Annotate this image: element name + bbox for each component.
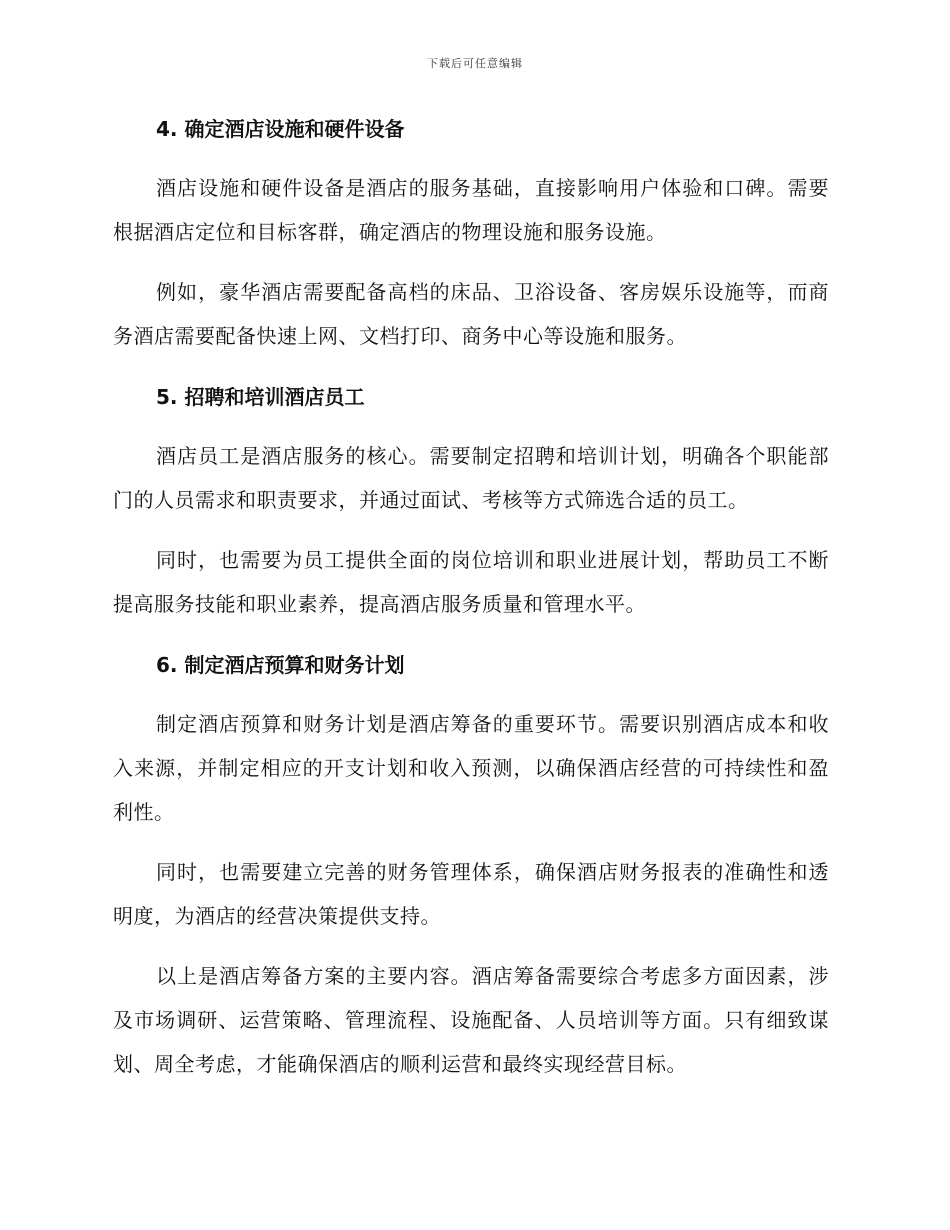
conclusion-paragraph: 以上是酒店筹备方案的主要内容。酒店筹备需要综合考虑多方面因素，涉及市场调研、运营策略、管理流程、设施配备、人员培训等方面。只有细致谋划、周全考虑，才能确保酒店的顺利运营和最终实现经营目标。 [113, 964, 829, 1076]
section-heading-4: 4. 确定酒店设施和硬件设备 [156, 117, 405, 141]
paragraph-4-1: 酒店设施和硬件设备是酒店的服务基础，直接影响用户体验和口碑。需要根据酒店定位和目标客群，确定酒店的物理设施和服务设施。 [113, 176, 829, 244]
paragraph-5-1: 酒店员工是酒店服务的核心。需要制定招聘和培训计划，明确各个职能部门的人员需求和职责要求，并通过面试、考核等方式筛选合适的员工。 [113, 444, 829, 512]
paragraph-5-2: 同时，也需要为员工提供全面的岗位培训和职业进展计划，帮助员工不断提高服务技能和职业素养，提高酒店服务质量和管理水平。 [113, 548, 829, 616]
paragraph-6-2: 同时，也需要建立完善的财务管理体系，确保酒店财务报表的准确性和透明度，为酒店的经营决策提供支持。 [113, 860, 829, 928]
document-body [113, 112, 829, 1086]
header-note: 下载后可任意编辑 [427, 57, 523, 70]
section-heading-6: 6. 制定酒店预算和财务计划 [156, 653, 405, 677]
section-heading-5: 5. 招聘和培训酒店员工 [156, 385, 365, 409]
paragraph-4-2: 例如，豪华酒店需要配备高档的床品、卫浴设备、客房娱乐设施等，而商务酒店需要配备快速上网、文档打印、商务中心等设施和服务。 [113, 280, 829, 348]
paragraph-6-1: 制定酒店预算和财务计划是酒店筹备的重要环节。需要识别酒店成本和收入来源，并制定相应的开支计划和收入预测，以确保酒店经营的可持续性和盈利性。 [113, 712, 829, 824]
